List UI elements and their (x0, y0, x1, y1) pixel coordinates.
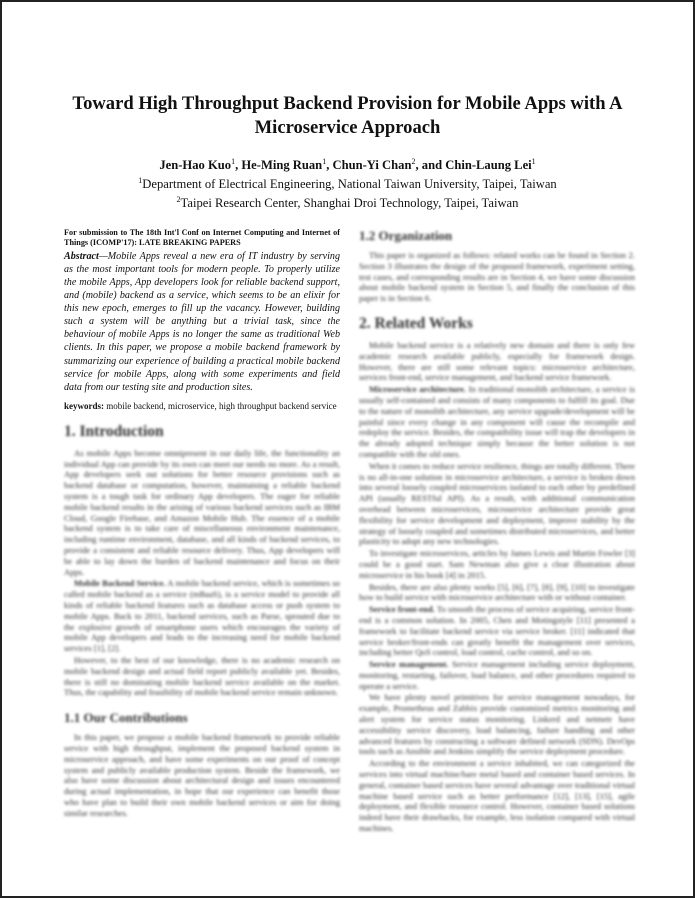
author-4-affiliation-mark: 1 (531, 157, 536, 166)
related-paragraph-7-lead: Service management. (369, 659, 449, 670)
affiliation-2 (42, 192, 653, 211)
right-column (359, 228, 635, 835)
author-1-affiliation-mark: 1 (231, 157, 236, 166)
keywords (64, 401, 340, 412)
section-heading-introduction: 1. Introduction (64, 422, 164, 440)
affiliation-2-mark: 2 (176, 195, 181, 205)
subsection-heading-organization: 1.2 Organization (359, 228, 453, 243)
related-paragraph-2-lead: Microservice architecture. (369, 384, 466, 395)
author-1: Jen-Hao Kuo (159, 158, 232, 173)
author-2-affiliation-mark: 1 (322, 157, 327, 166)
related-paragraph-9: According to the environment a service inhabited, we can categorized the services into virtual machine/bare metal based and container based services. In general, container based services have several advantage over traditional virtual machine based service such as better performance [12], [13], [15], agile deployment, and flexible resource control. However, container based solutions indeed have their drawbacks, for example, less isolation compared with virtual machines. (359, 758, 635, 834)
related-paragraph-5: Besides, there are also plenty works [5], [6], [7], [8], [9], [10] to investigate how to build service with microservice architecture with or without container. (359, 581, 635, 603)
abstract (64, 250, 340, 394)
keywords-label: keywords: (64, 400, 104, 411)
affiliation-1-mark: 1 (138, 176, 143, 186)
related-paragraph-2 (359, 384, 635, 460)
related-paragraph-7 (359, 659, 635, 691)
related-paragraph-2-text: In traditional monolith architecture, a service is usually self-contained and consists of many components to fulfill its goal. Due to the nature of monolith architecture, any service upgrade/development will be painful since every change in any component will cause the recompile and redeploy the service. Besides, the compatibility issue will trap the developers in the already adopted technique simply because the better solution is not compatible with the old ones. (359, 384, 635, 459)
author-names: Jen-Hao Kuo$^1$, He-Ming Ruan$^1$, Chun-Yi Chan$^2$, and Chin-Laung Lei$^1$ (159, 157, 536, 173)
intro-paragraph-2-text: A mobile backend service, which is sometimes so called mobile backend as a service (mBaaS), is a service model to provide all kinds of reliable backend features such as database access or push system to mobile Apps. Back to 2011, backend services, such as Parse, sprouted due to the explosive growth of smartphone users which encourages the variety of mobile App developers and leads to the increasing need for mobile backend services [1], [2]. (64, 578, 340, 654)
affiliation-2-text: Taipei Research Center, Shanghai Droi Technology, Taipei, Taiwan (180, 196, 519, 211)
author-block (42, 154, 653, 212)
intro-paragraph-1: As mobile Apps become omnipresent in our daily life, the functionality an individual App can provide by its own can meet our needs no more. As a result, App developers seek out solutions for better resource provisions such as backend database or computation, however, maintaining a reliable backend system is a tough task for ordinary App developers. The eager for reliable mobile backend results in the arising of various backend services such as IBM Cloud, Google Firebase, and Amazon Mobile Hub. The essence of a mobile backend system is to take care of miscellaneous environment maintenance, including runtime environment, database, and all kinds of backend services, to provide a consistent and reliable resource delivery. Thus, App developers will be able to lay down the burden of backend maintenance and focus on their Apps. (64, 447, 340, 577)
intro-paragraph-2-lead: Mobile Backend Service. (74, 578, 166, 589)
author-3: Chun-Yi Chan (332, 158, 412, 173)
contrib-paragraph-1: In this paper, we propose a mobile backend framework to provide reliable service with high throughput, implement the proposed backend system in microservice approach, and have some experiments on our proof of concept system and publicly available production system. Beside the framework, we also have some discussion about architectural design and issues encountered during actual implementation, in hope that our experience can benefit those who have plan to build their own mobile backend services or aim for doing similar researches. (64, 732, 340, 818)
related-paragraph-1: Mobile backend service is a relatively new domain and there is only few academic research available publicly, especially for framework design. However, there are still some relevant topics: microservice architecture, services front-end, service management, and backend service framework. (359, 339, 635, 383)
related-paragraph-3: When it comes to reduce service resilience, things are totally different. There is no all-in-one solution in microservice architecture, a service is broken down into several loosely coupled microservices isolated to each other by predefined API (usually RESTful API). As a result, with additional communication overhead between microservices, microservice architecture provide great flexibility for service development and deployment, improve stability by the strategy of loosely coupled and sometimes distributed microservices, and better plasticity to adopt any new technologies. (359, 460, 635, 547)
paper-title: Toward High Throughput Backend Provision for Mobile Apps with A Microservice Approach (72, 93, 623, 138)
section-heading-related-works: 2. Related Works (359, 314, 473, 332)
author-4: Chin-Laung Lei (445, 158, 532, 173)
author-2: He-Ming Ruan (241, 158, 323, 173)
affiliation-1 (42, 173, 653, 192)
related-paragraph-7-text: Service management including service deployment, monitoring, restarting, failover, load balance, and other procedures required to operate a service. (359, 659, 635, 691)
left-column (64, 228, 340, 820)
related-paragraph-6-lead: Service front-end. (369, 604, 435, 615)
intro-paragraph-3: However, to the best of our knowledge, there is no academic research on mobile backend design and actual field report publicly available yet. Besides, there is still no dominating mobile backend service available on the market. Thus, the capability and feasibility of mobile backend service remain unknown. (64, 654, 340, 698)
related-paragraph-8: We have plenty novel primitives for service management nowadays, for example, Prometheus and Zabbix provide customized metrics monitoring and alert system for service status monitoring. Linkerd and netmetr have accessibility service discovery, load balancing, failure handling and other advanced features by constructing a software defined network (SDN). DevOps tools such as Ansible and Jenkins simplify the service deployment procedure. (359, 692, 635, 757)
affiliation-1-text: Department of Electrical Engineering, National Taiwan University, Taipei, Taiwan (142, 177, 557, 192)
submission-note: For submission to The 18th Int'l Conf on Internet Computing and Internet of Things (ICOMP'17): LATE BREAKING PAPERS (64, 228, 340, 248)
related-paragraph-4: To investigate microservices, articles by James Lewis and Martin Fowler [3] could be a good start. Sam Newman also give a clear illustration about microservice in his book [4] in 2015. (359, 548, 635, 580)
blurred-left-body (64, 422, 340, 819)
author-3-affiliation-mark: 2 (411, 157, 416, 166)
related-paragraph-6-text: To smooth the process of service acquiring, service front-end is a common solution. In 2005, Chen and Motingstyle [11] presented a framework to facilitate backend service via service broker. [11] indicated that service broker/front-ends can greatly benefit the management over services, including better QoS control, load control, cache control, and so on. (359, 604, 635, 658)
abstract-label: Abstract (64, 250, 99, 262)
abstract-text: —Mobile Apps reveal a new era of IT industry by serving as the most important tools for modern people. To properly utilize the mobile Apps, App developers look for reliable backend support, and (mobile) backend as a service, which seems to be an elixir for this new epoch, emerges to fill up the vacancy. However, building such a system will be anything but a trivial task, since the behaviour of mobile Apps is no longer the same as traditional Web clients. In this paper, we propose a mobile backend framework by summarizing our experience of building a practical mobile backend service for mobile Apps, along with some experiments and field data from our testing site and production sites. (64, 250, 340, 393)
subsection-heading-contributions: 1.1 Our Contributions (64, 710, 188, 726)
author-conjunction: and (421, 158, 443, 173)
related-paragraph-6 (359, 604, 635, 658)
keywords-text: mobile backend, microservice, high throughput backend service (106, 400, 337, 411)
intro-paragraph-2 (64, 578, 340, 654)
org-paragraph-1: This paper is organized as follows: related works can be found in Section 2. Section 3 illustrates the design of the proposed framework, experiment setting, test cases, and corresponding results are in Section 4, we have some discussion about mobile backend system in Section 5, and finally the conclusion of this paper is in Section 6. (359, 250, 635, 304)
